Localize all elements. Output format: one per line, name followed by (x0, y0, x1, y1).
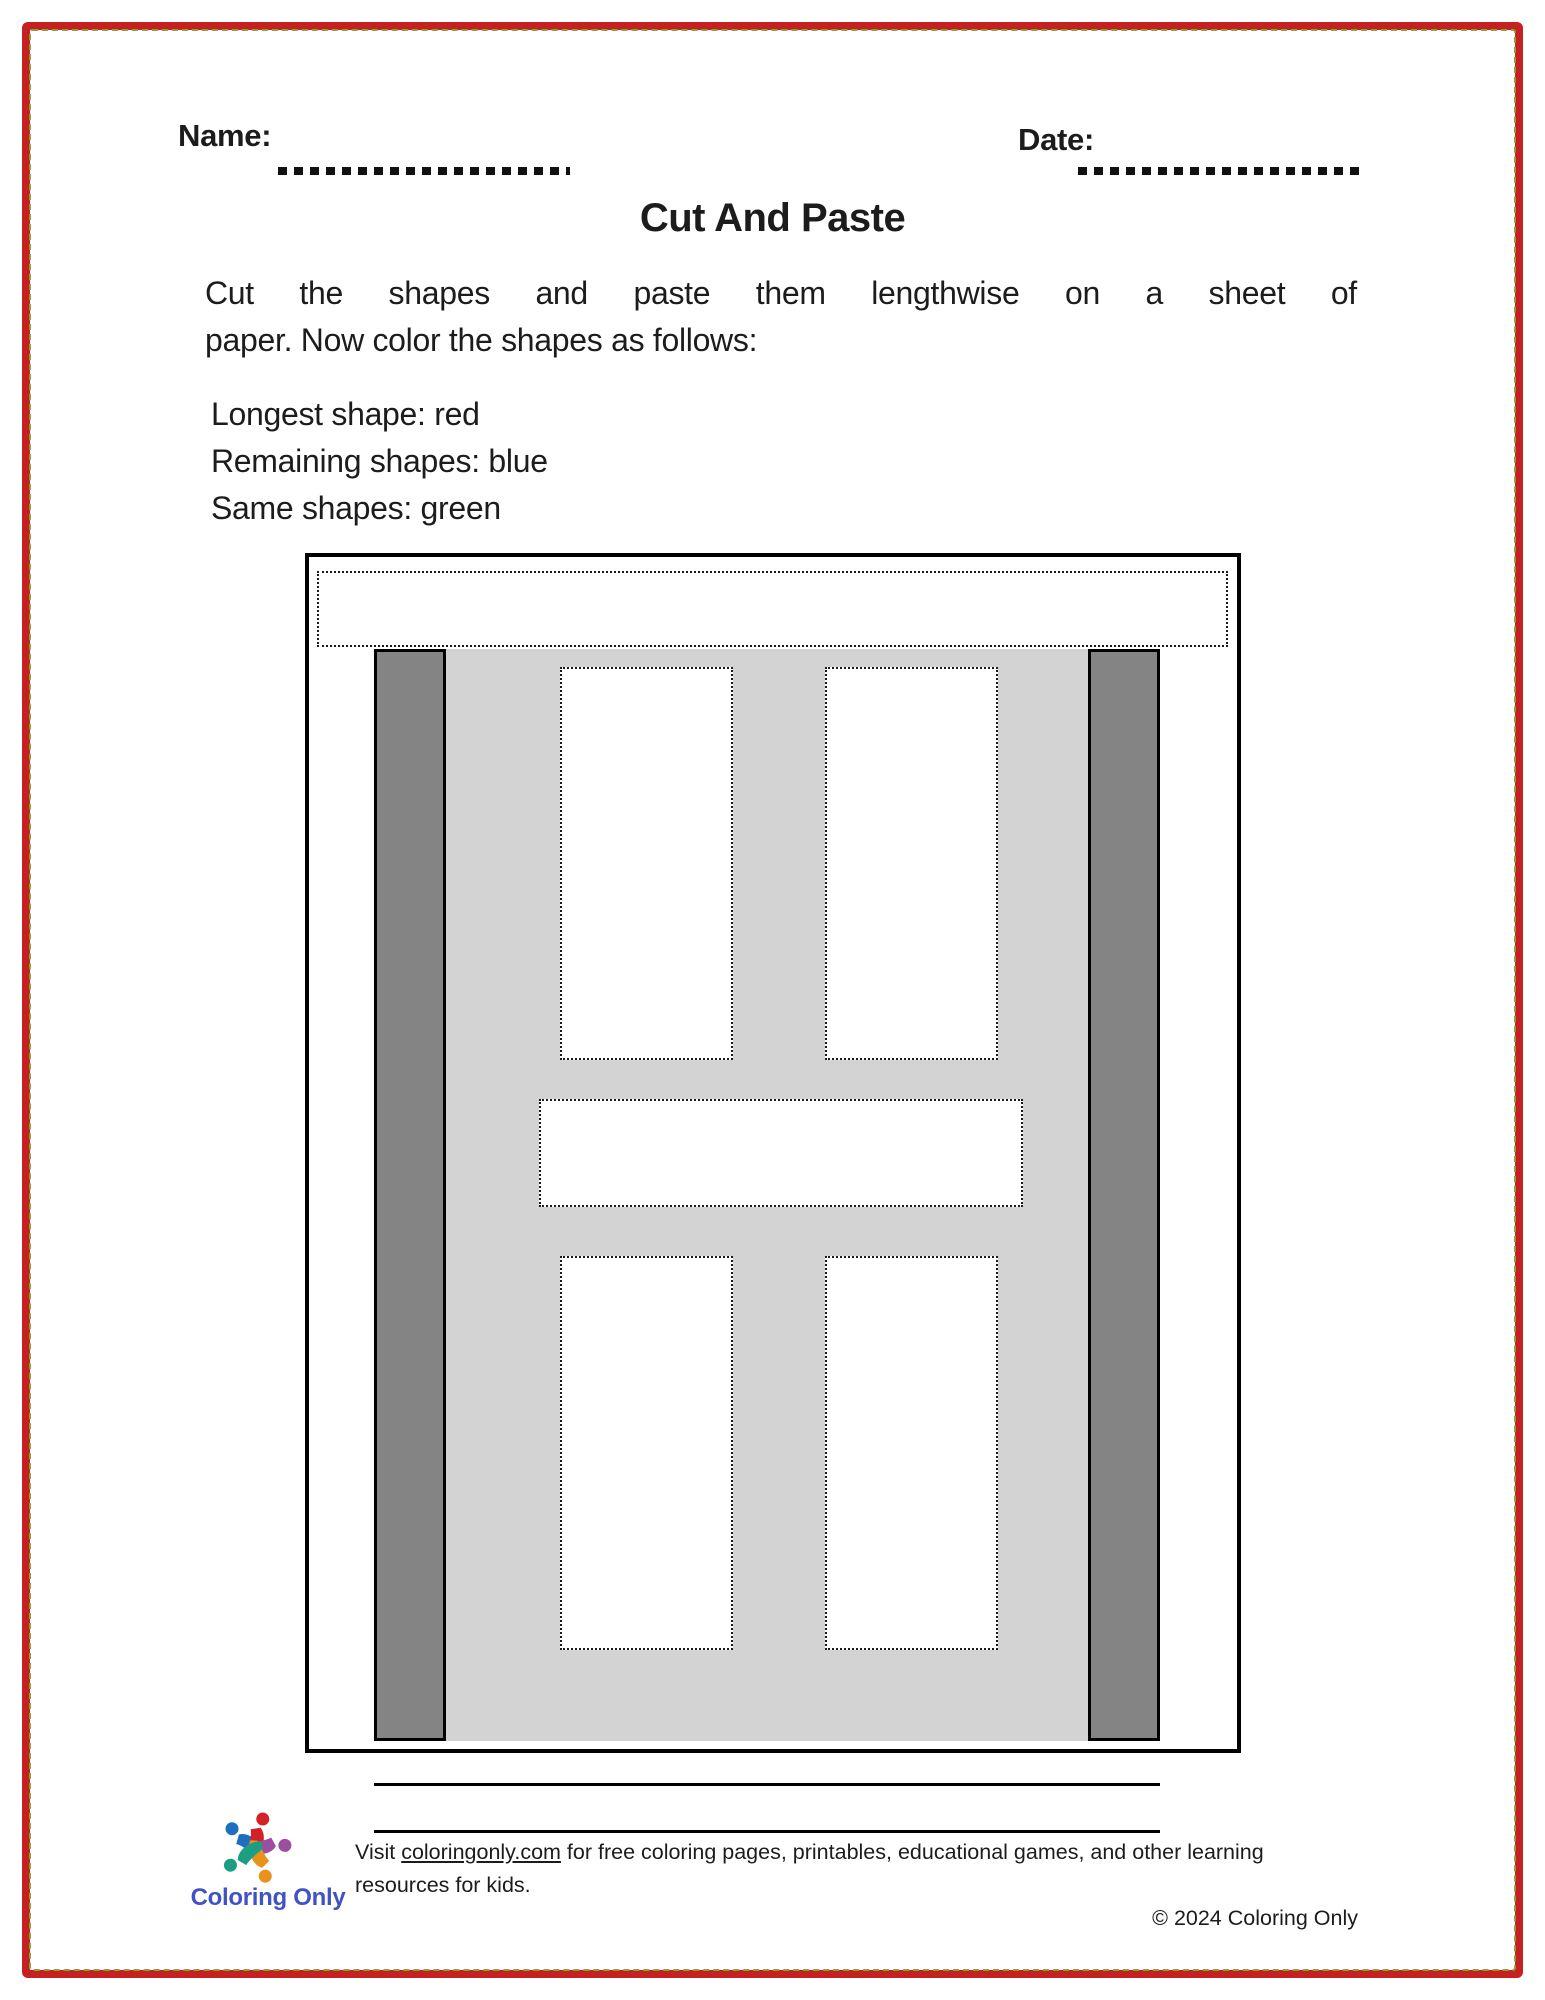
instructions-line-2: paper. Now color the shapes as follows: (205, 322, 758, 358)
left-frame-bar-shape (374, 649, 446, 1741)
upper-left-panel-shape (560, 667, 733, 1060)
bottom-rail-top-line (374, 1783, 1160, 1786)
date-label: Date: (1018, 122, 1095, 157)
copyright-line: © 2024 Coloring Only (1152, 1906, 1358, 1930)
date-answer-line (1078, 167, 1362, 175)
lower-right-panel-shape (825, 1256, 998, 1650)
rule-remaining-shapes: Remaining shapes: blue (211, 443, 548, 479)
brand-wordmark: Coloring Only (190, 1884, 346, 1911)
rule-same-shapes: Same shapes: green (211, 490, 501, 526)
logo-star-icon (203, 1804, 307, 1888)
rule-longest-shape: Longest shape: red (211, 396, 480, 432)
right-frame-bar-shape (1088, 649, 1160, 1741)
bottom-rail-bottom-line (374, 1830, 1160, 1833)
visit-suffix: for free coloring pages, printables, educational games, and other learning resources for kids. (355, 1840, 1264, 1897)
visit-line (355, 1836, 1358, 1902)
footer-attribution (355, 1836, 1358, 1935)
page-title: Cut And Paste (639, 196, 906, 240)
long-top-board-shape (317, 571, 1228, 647)
upper-right-panel-shape (825, 667, 998, 1060)
coloringonly-link[interactable]: coloringonly.com (401, 1840, 561, 1864)
coloring-only-logo (203, 1804, 307, 1888)
lower-left-panel-shape (560, 1256, 733, 1650)
middle-board-shape (539, 1099, 1023, 1207)
instructions-line-1: Cut the shapes and paste them lengthwise on a sheet of (205, 275, 1357, 311)
instructions-paragraph (205, 270, 1357, 364)
door-figure (305, 553, 1241, 1753)
color-rules-list (211, 391, 548, 532)
visit-prefix: Visit (355, 1840, 402, 1864)
name-label: Name: (178, 118, 272, 153)
name-answer-line (278, 167, 570, 175)
